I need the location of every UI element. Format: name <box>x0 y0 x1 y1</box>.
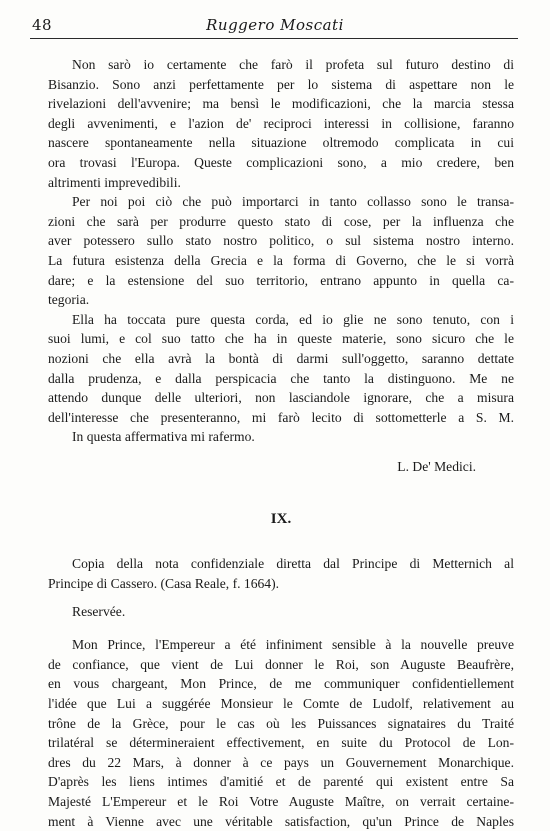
running-head: Ruggero Moscati <box>206 16 344 34</box>
text-line: In questa affermativa mi rafermo. <box>72 429 255 445</box>
paragraph-2 <box>48 192 514 310</box>
text-line: ment à Vienne avec une véritable satisfaction, qu'un Prince de Naples <box>48 813 514 829</box>
text-line: tegoria. <box>48 292 90 308</box>
text-line: trilatéral se détermineraient effectivement, en suite du Protocol de Lon- <box>48 735 514 751</box>
text-line: Per noi poi ciò che può importarci in tanto collasso sono le transa- <box>72 194 514 210</box>
text-line: dres du 22 Mars, à donner à ce pays un Gouvernement Monarchique. <box>48 754 514 770</box>
reservee-label: Reservée. <box>72 603 126 619</box>
text-line: ora trovasi l'Europa. Queste complicazioni sono, a mio credere, ben <box>48 154 514 170</box>
text-line: Majesté L'Empereur et le Roi Votre Auguste Maître, on verrait certaine- <box>48 794 514 809</box>
section-number: IX. <box>270 511 292 528</box>
text-line: suoi lumi, e col suo tatto che ha in queste materie, sono sicuro che le <box>48 331 514 347</box>
text-line: en vous chargeant, Mon Prince, de me communiquer confidentiellement <box>48 676 514 692</box>
text-line: D'après les liens intimes d'amitié et de parenté qui existent entre Sa <box>48 774 514 790</box>
body-text <box>48 55 514 831</box>
text-line: nascere spontaneamente nella situazione oltremodo complicata in cui <box>48 135 514 151</box>
text-line: Non sarò io certamente che farò il profeta sul futuro destino di <box>72 57 514 72</box>
heading-line: Copia della nota confidenziale diretta dal Principe di Metternich al <box>72 556 514 572</box>
document-heading <box>48 554 514 593</box>
text-line: l'idée que Lui a suggérée Monsieur le Comte de Ludolf, relativement au <box>48 696 514 712</box>
text-line: aver potessero sullo stato nostro politico, o sul sistema nostro interno. <box>48 233 514 249</box>
text-line: degli avvenimenti, e l'azion de' reciproci interessi in collisione, faranno <box>48 115 514 131</box>
text-line: Ella ha toccata pure questa corda, ed io glie ne sono tenuto, con i <box>72 311 514 327</box>
text-line: trône de la Grèce, pour le cas où les Puissances signataires du Traité <box>48 715 514 731</box>
paragraph-4 <box>48 635 514 831</box>
signature: L. De' Medici. <box>397 458 476 474</box>
paragraph-3 <box>48 310 514 447</box>
paragraph-1 <box>48 55 514 192</box>
text-line: altrimenti imprevedibili. <box>48 174 181 190</box>
text-line: Mon Prince, l'Empereur a été infiniment sensible à la nouvelle preuve <box>72 637 514 653</box>
text-line: zioni che sarà per produrre questo stato di cose, per la influenza che <box>48 213 514 229</box>
text-line: rivelazioni dell'avvenire; ma bensì le modificazioni, che la marcia stessa <box>48 96 514 112</box>
text-line: Bisanzio. Sono anzi perfettamente per lo sistema di aspettare non le <box>48 76 514 92</box>
text-line: La futura esistenza della Grecia e la forma di Governo, che le si vorrà <box>48 252 514 268</box>
header-rule <box>30 38 518 39</box>
page-header <box>0 14 550 38</box>
text-line: dell'interesse che presenteranno, mi farò lecito di sottometterle a S. M. <box>48 409 514 425</box>
text-line: de confiance, que vient de Lui donner le Roi, son Auguste Beaufrère, <box>48 656 514 672</box>
page-number: 48 <box>32 16 53 34</box>
heading-line: Principe di Cassero. (Casa Reale, f. 1664). <box>48 576 280 592</box>
text-line: attendo dunque delle ulteriori, non lasciandole ignorare, che a misura <box>48 390 514 406</box>
text-line: dalla prudenza, e dalla perspicacia che tanto la distinguono. Me ne <box>48 370 514 386</box>
text-line: nozioni che ella avrà la bontà di darmi sull'oggetto, saranno dettate <box>48 350 514 366</box>
text-line: dare; e la estensione del suo territorio, entrano appunto in quella ca- <box>48 272 514 288</box>
